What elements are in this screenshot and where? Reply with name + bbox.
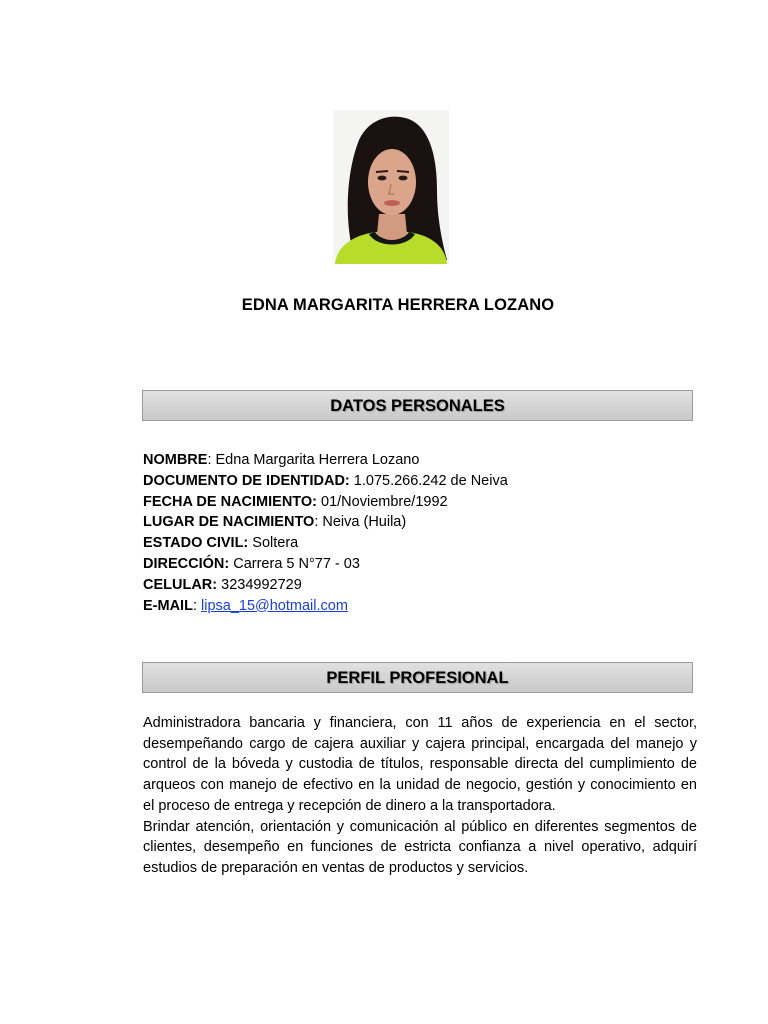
row-fecha xyxy=(143,492,703,513)
personal-data-list xyxy=(143,450,703,616)
label-documento: DOCUMENTO DE IDENTIDAD: xyxy=(143,472,350,489)
separator: : xyxy=(192,597,201,614)
value-fecha: 01/Noviembre/1992 xyxy=(317,493,448,510)
profile-paragraph: Administradora bancaria y financiera, con 11 años de experiencia en el sector, desempeñando cargo de cajera auxiliar y cajera principal, encargada del manejo y control de la bóveda y custodia de títulos, responsable directa del cumplimiento de arqueos con manejo de efectivo en la unidad de negocio, gestión y conocimiento en el proceso de entrega y recepción de dinero a la transportadora. xyxy=(143,715,697,814)
label-estado: ESTADO CIVIL: xyxy=(143,535,249,552)
value-documento: 1.075.266.242 de Neiva xyxy=(349,472,508,489)
value-nombre: Edna Margarita Herrera Lozano xyxy=(215,452,420,468)
value-direccion: Carrera 5 N°77 - 03 xyxy=(229,555,360,572)
row-celular xyxy=(143,575,703,596)
value-lugar: Neiva (Huila) xyxy=(322,514,407,531)
row-email xyxy=(143,596,703,617)
value-celular: 3234992729 xyxy=(217,576,302,593)
profile-paragraph: Brindar atención, orientación y comunicación al público en diferentes segmentos de clientes, desempeño en funciones de estricta confianza a nivel operativo, adquirí estudios de preparación en ventas de productos y servicios. xyxy=(143,818,697,876)
profile-photo xyxy=(333,110,449,264)
section-header-personal: DATOS PERSONALES xyxy=(142,390,693,421)
email-link[interactable]: lipsa_15@hotmail.com xyxy=(201,597,348,614)
value-estado: Soltera xyxy=(248,535,299,552)
row-nombre xyxy=(143,450,703,471)
label-nombre: NOMBRE xyxy=(143,452,208,468)
separator: : xyxy=(314,514,323,531)
label-direccion: DIRECCIÓN: xyxy=(143,555,230,572)
label-lugar: LUGAR DE NACIMIENTO xyxy=(143,514,315,531)
candidate-name: EDNA MARGARITA HERRERA LOZANO xyxy=(241,296,555,314)
label-fecha: FECHA DE NACIMIENTO: xyxy=(143,493,317,510)
row-direccion xyxy=(143,554,703,575)
section-header-profile: PERFIL PROFESIONAL xyxy=(142,662,693,693)
row-documento xyxy=(143,471,703,492)
professional-profile xyxy=(143,713,697,879)
label-email: E-MAIL xyxy=(143,597,193,614)
label-celular: CELULAR: xyxy=(143,576,218,593)
row-lugar xyxy=(143,512,703,533)
row-estado xyxy=(143,533,703,554)
separator: : xyxy=(207,452,216,468)
